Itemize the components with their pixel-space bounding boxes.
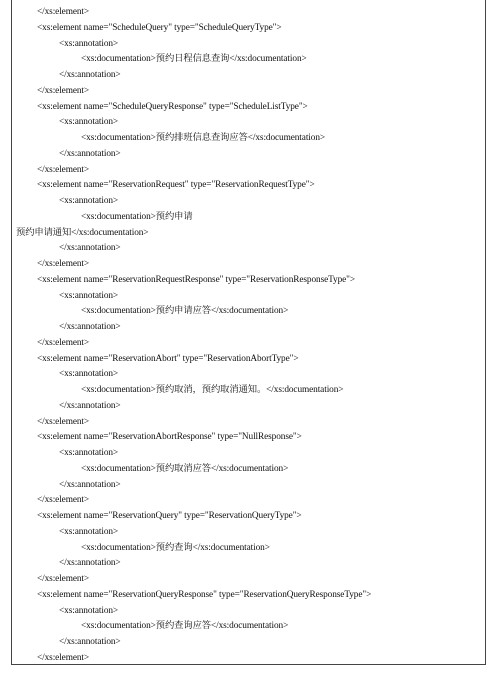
code-line: </xs:element>: [37, 337, 90, 348]
code-line: <xs:annotation>: [59, 526, 119, 537]
code-line: </xs:annotation>: [59, 322, 121, 332]
code-line: <xs:documentation>预约查询</xs:documentation>: [81, 542, 270, 553]
code-line: <xs:element name="ReservationRequest" type="ReservationRequestType">: [37, 180, 315, 191]
code-line: <xs:element name="ReservationQueryResponse" type="ReservationQueryResponseType">: [37, 589, 372, 600]
code-line: </xs:element>: [37, 652, 90, 663]
code-line: </xs:element>: [37, 7, 90, 17]
code-line: </xs:element>: [37, 164, 90, 175]
code-line: </xs:annotation>: [59, 243, 121, 254]
code-line: <xs:element name="ReservationQuery" type="ReservationQueryType">: [37, 511, 302, 521]
code-line: <xs:element name="ScheduleQuery" type="ScheduleQueryType">: [37, 22, 282, 33]
code-line: </xs:annotation>: [59, 558, 121, 569]
code-line: </xs:element>: [37, 416, 90, 427]
code-line: <xs:element name="ReservationAbortResponse" type="NullResponse">: [37, 432, 302, 443]
code-line: </xs:annotation>: [59, 400, 121, 411]
code-line: </xs:element>: [37, 259, 90, 269]
code-line: </xs:element>: [37, 85, 90, 96]
code-line: <xs:annotation>: [59, 38, 119, 49]
code-line: <xs:annotation>: [59, 196, 119, 206]
code-line: <xs:element name="ScheduleQueryResponse" type="ScheduleListType">: [37, 101, 308, 112]
code-line: <xs:documentation>预约排班信息查询应答</xs:documentation>: [81, 133, 326, 143]
code-line: <xs:documentation>预约取消，预约取消通知。</xs:documentation>: [81, 385, 344, 395]
code-line: <xs:annotation>: [59, 369, 119, 380]
code-line: </xs:annotation>: [59, 637, 121, 647]
code-line: <xs:documentation>预约日程信息查询</xs:documentation>: [81, 54, 307, 65]
code-line: <xs:annotation>: [59, 605, 119, 616]
code-line: <xs:element name="ReservationRequestResponse" type="ReservationResponseType">: [37, 274, 356, 285]
code-line: </xs:annotation>: [59, 148, 121, 159]
code-line: <xs:documentation>预约取消应答</xs:documentation>: [81, 463, 289, 474]
code-line: <xs:element name="ReservationAbort" type="ReservationAbortType">: [37, 353, 299, 364]
code-line: 预约申请通知</xs:documentation>: [16, 227, 149, 238]
code-line: <xs:documentation>预约申请应答</xs:documentation>: [81, 306, 289, 317]
code-line: </xs:annotation>: [59, 479, 121, 490]
code-line: <xs:annotation>: [59, 448, 119, 458]
code-line: </xs:annotation>: [59, 70, 121, 80]
code-line: </xs:element>: [37, 574, 90, 584]
code-line: <xs:annotation>: [59, 117, 119, 128]
code-line: <xs:annotation>: [59, 290, 119, 301]
code-line: </xs:element>: [37, 495, 90, 506]
code-line: <xs:documentation>预约查询应答</xs:documentation>: [81, 621, 289, 632]
code-listing-frame: [11, 0, 486, 665]
code-line: <xs:documentation>预约申请: [81, 211, 193, 222]
xsd-code-block: [12, 5, 485, 667]
